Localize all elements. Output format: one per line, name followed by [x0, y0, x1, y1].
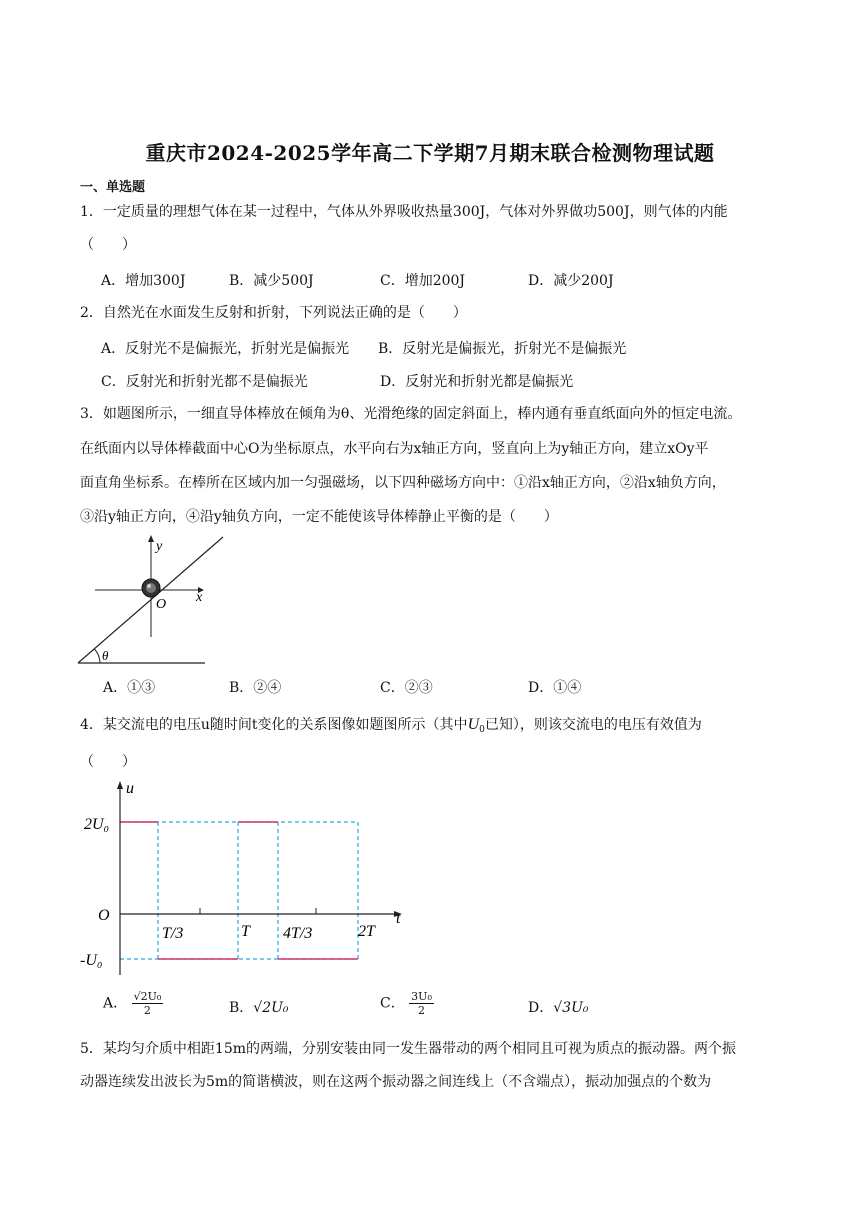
origin-label: O	[156, 597, 167, 612]
question-3-line-3: 面直角坐标系。在棒所在区域内加一匀强磁场，以下四种磁场方向中：①沿x轴正方向，②沿x轴负方向，	[80, 475, 726, 491]
u0-subscript: 0	[479, 725, 485, 735]
q4-option-c	[380, 990, 434, 1017]
q4-option-c-fraction	[409, 990, 434, 1017]
question-5-line-2: 动器连续发出波长为5m的简谐横波，则在这两个振动器之间连线上（不含端点），振动加强点的个数为	[80, 1074, 712, 1090]
chart-x-tick-t3: T/3	[162, 925, 184, 942]
q4-option-d-letter: D．	[528, 1000, 554, 1016]
chart-y-axis-arrow	[117, 781, 123, 789]
q4-option-c-numerator: 3U₀	[411, 990, 432, 1003]
q4-option-a-denominator: 2	[143, 1004, 151, 1017]
q4-option-b-value: √2U₀	[253, 1000, 289, 1016]
x-axis-label: x	[196, 590, 203, 605]
chart-y-label: u	[126, 780, 134, 797]
q4-option-d-value: √3U₀	[553, 1000, 589, 1016]
question-2-text: 2．自然光在水面发生反射和折射，下列说法正确的是（ ）	[80, 305, 467, 321]
angle-label: θ	[102, 648, 109, 663]
q4-option-b-letter: B．	[229, 1000, 254, 1016]
q4-option-a-numerator: √2U₀	[133, 990, 162, 1003]
q1-option-a: A．增加300J	[101, 273, 186, 289]
chart-x-tick-4t3: 4T/3	[283, 925, 313, 942]
q4-option-a	[103, 990, 163, 1017]
q4-option-a-letter: A．	[103, 995, 128, 1012]
q1-option-c: C．增加200J	[380, 273, 466, 289]
question-3-line-1: 3．如题图所示，一细直导体棒放在倾角为θ、光滑绝缘的固定斜面上，棒内通有垂直纸面向外的恒定电流。	[80, 406, 742, 422]
voltage-chart	[78, 775, 418, 990]
chart-y-tick-neg-u0: -U₀	[80, 952, 103, 969]
chart-y-tick-2u0: 2U₀	[84, 816, 110, 833]
q2-option-a: A．反射光不是偏振光，折射光是偏振光	[101, 341, 350, 357]
q4-option-d	[528, 997, 588, 1017]
u0-symbol: U	[467, 716, 480, 733]
y-axis-arrow	[148, 535, 154, 542]
conductor-rod-highlight	[146, 583, 156, 593]
question-4-line-1	[80, 715, 702, 740]
q2-option-d: D．反射光和折射光都是偏振光	[380, 374, 574, 390]
question-4-text-a: 4．某交流电的电压u随时间t变化的关系图像如题图所示（其中	[80, 717, 468, 733]
question-1-text: 1．一定质量的理想气体在某一过程中，气体从外界吸收热量300J，气体对外界做功500J，则气体的内能	[80, 204, 728, 220]
q4-option-b	[229, 997, 289, 1017]
angle-arc	[95, 649, 101, 663]
q1-option-d: D．减少200J	[528, 273, 614, 289]
question-1-paren: （ ）	[80, 237, 136, 253]
question-5-line-1: 5．某均匀介质中相距15m的两端，分别安装由同一发生器带动的两个相同且可视为质点的振动器。两个振	[80, 1041, 736, 1057]
question-3-line-4: ③沿y轴正方向，④沿y轴负方向，一定不能使该导体棒静止平衡的是（ ）	[80, 509, 558, 525]
chart-x-tick-t: T	[241, 923, 250, 940]
q3-option-a: A．①③	[103, 680, 156, 696]
question-4-paren: （ ）	[80, 754, 136, 770]
q4-option-c-letter: C．	[380, 995, 405, 1012]
q2-option-b: B．反射光是偏振光，折射光不是偏振光	[378, 341, 627, 357]
chart-origin-label: O	[98, 907, 110, 924]
q3-option-c: C．②③	[380, 680, 433, 696]
incline-figure	[70, 530, 240, 670]
q3-option-b: B．②④	[229, 680, 282, 696]
question-4-text-b: 已知），则该交流电的电压有效值为	[484, 717, 702, 733]
question-3-line-2: 在纸面内以导体棒截面中心O为坐标原点，水平向右为x轴正方向，竖直向上为y轴正方向，建立xOy平	[80, 441, 709, 457]
q2-option-c: C．反射光和折射光都不是偏振光	[101, 374, 308, 390]
chart-x-label: t	[396, 910, 401, 927]
conductor-rod-shine	[147, 584, 151, 588]
q3-option-d: D．①④	[528, 680, 582, 696]
q4-option-c-denominator: 2	[418, 1004, 426, 1017]
section-heading: 一、单选题	[80, 180, 146, 195]
q4-option-a-fraction	[132, 990, 164, 1017]
page-title: 重庆市2024-2025学年高二下学期7月期末联合检测物理试题	[145, 141, 715, 165]
chart-x-tick-2t: 2T	[358, 923, 375, 940]
y-axis-label: y	[156, 539, 163, 554]
q1-option-b: B．减少500J	[229, 273, 314, 289]
